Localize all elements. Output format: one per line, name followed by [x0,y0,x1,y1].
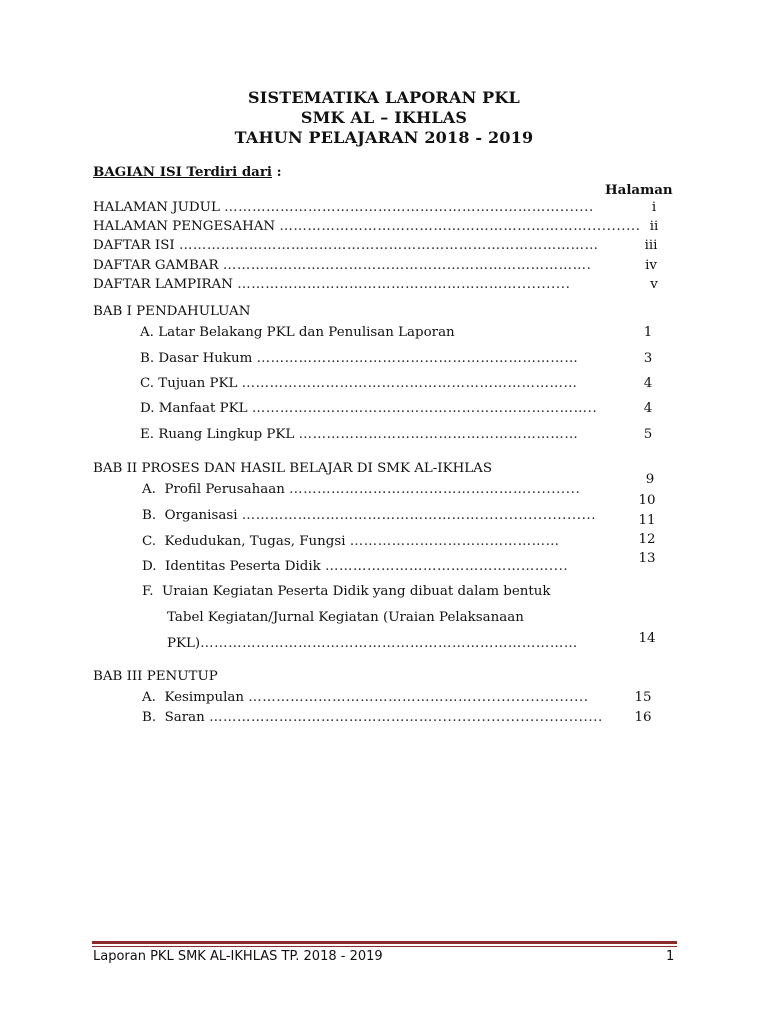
toc-entry-dots: ……………………………………………………………………… [200,636,578,651]
toc-entry-label: Kedudukan, Tugas, Fungsi [164,534,346,549]
toc-entry-page: 10 [638,493,656,508]
section-heading-label: BAGIAN ISI Terdiri dari [93,164,272,180]
toc-entry-bab2-f-cont-1: Tabel Kegiatan/Jurnal Kegiatan (Uraian Pelaksanaan [167,610,524,625]
toc-entry-letter: B. [142,710,157,725]
toc-entry-page: iv [645,258,657,273]
toc-entry-page: i [651,200,657,215]
footer-page-number: 1 [666,949,675,964]
toc-entry-bab2-d [142,559,568,574]
toc-entry-page: 15 [634,690,652,705]
doc-title-line-2: SMK AL – IKHLAS [300,108,468,127]
footer-rule-thick [92,941,677,944]
toc-entry-label: Saran [164,710,205,725]
toc-entry-bab2-c [142,534,560,549]
toc-entry-daftar-lampiran [93,277,570,292]
toc-entry-dots: …………………………………………………………… [256,351,579,366]
toc-entry-dots: ……………………………………… [349,534,560,549]
toc-entry-letter: A. [142,482,156,497]
toc-entry-label: DAFTAR GAMBAR [93,258,219,273]
toc-entry-bab1-c [140,376,577,391]
toc-entry-bab2-f [142,584,551,599]
toc-entry-bab1-b [140,351,578,366]
toc-entry-page: 1 [643,325,653,340]
toc-entry-letter: E. [140,427,155,442]
toc-entry-letter: D. [140,401,155,416]
doc-title-line-3: TAHUN PELAJARAN 2018 - 2019 [234,128,534,147]
toc-entry-dots: ……………………………………………........................ [241,508,597,523]
toc-entry-page: v [650,277,658,292]
toc-entry-label: Ruang Lingkup PKL [158,427,295,442]
toc-entry-dots: ……………………………………………………........... [237,277,571,292]
toc-entry-daftar-isi [93,238,599,253]
toc-entry-halaman-pengesahan [93,219,641,234]
toc-entry-label: DAFTAR LAMPIRAN [93,277,233,292]
toc-entry-bab2-f-cont-2 [167,636,578,651]
toc-entry-letter: B. [142,508,157,523]
toc-entry-page: 14 [638,631,656,646]
toc-entry-label: Dasar Hukum [158,351,253,366]
toc-entry-dots: ……………………………………………………………………. [222,258,592,273]
toc-entry-label: Tujuan PKL [158,376,238,391]
toc-entry-dots: …………………………………………........................ [248,690,589,705]
toc-entry-letter: D. [142,559,157,574]
toc-entry-letter: C. [140,376,155,391]
toc-entry-page: 13 [638,551,656,566]
toc-entry-label: Uraian Kegiatan Peserta Didik yang dibuat dalam bentuk [161,584,551,599]
toc-entry-label: Latar Belakang PKL dan Penulisan Laporan [158,325,455,340]
toc-entry-page: 11 [638,513,656,528]
footer-text: Laporan PKL SMK AL-IKHLAS TP. 2018 - 2019 [93,949,383,964]
toc-entry-label: HALAMAN JUDUL [93,200,220,215]
toc-entry-label: Manfaat PKL [158,401,248,416]
doc-title-line-1: SISTEMATIKA LAPORAN PKL [248,88,520,107]
toc-entry-dots: ………………………………………….... [325,559,569,574]
toc-entry-page: 4 [643,401,653,416]
toc-entry-page: 5 [643,427,653,442]
toc-entry-dots: …………………………………………………… [298,427,579,442]
toc-entry-bab2-b [142,508,596,523]
toc-entry-halaman-judul [93,200,594,215]
page-column-label: Halaman [605,182,673,198]
toc-entry-dots: …………………………………………................................... [209,710,603,725]
toc-entry-daftar-gambar [93,258,591,273]
toc-entry-label: Identitas Peserta Didik [165,559,321,574]
chapter-title-bab-2: BAB II PROSES DAN HASIL BELAJAR DI SMK AL-IKHLAS [93,461,493,476]
toc-entry-dots: ………………………………………………………………....... [224,200,594,215]
toc-entry-bab2-a [142,482,580,497]
toc-entry-dots: ……………………………………………………………… [241,376,578,391]
footer-rule-thin [92,946,677,947]
toc-entry-bab3-b [142,710,603,725]
toc-entry-bab1-a [140,325,455,340]
toc-entry-letter: B. [140,351,155,366]
toc-entry-dots: …………………………………………………………........... [279,219,641,234]
toc-entry-label: Profil Perusahaan [164,482,285,497]
toc-entry-dots: ……………………………………………........... [289,482,581,497]
toc-entry-label: DAFTAR ISI [93,238,175,253]
toc-entry-label: Kesimpulan [164,690,244,705]
toc-entry-page: iii [644,238,658,253]
toc-entry-letter: A. [140,325,154,340]
toc-entry-page: 12 [638,532,656,547]
toc-entry-dots: ……………………………………………………………….. [251,401,598,416]
toc-entry-page: 16 [634,710,652,725]
toc-entry-label: Organisasi [164,508,238,523]
section-heading-suffix: : [272,164,282,180]
section-heading [93,164,282,180]
toc-entry-bab1-d [140,401,597,416]
toc-entry-page: ii [649,219,659,234]
toc-entry-bab3-a [142,690,589,705]
toc-entry-label: PKL) [167,636,201,651]
toc-entry-page: 3 [643,351,653,366]
toc-entry-dots: ……………………………………………………………………………… [178,238,599,253]
toc-entry-letter: C. [142,534,157,549]
chapter-title-bab-1: BAB I PENDAHULUAN [93,304,251,319]
toc-entry-label: HALAMAN PENGESAHAN [93,219,276,234]
toc-entry-letter: F. [142,584,154,599]
toc-entry-page: 4 [643,376,653,391]
toc-entry-letter: A. [142,690,156,705]
toc-entry-page: 9 [645,472,655,487]
toc-entry-bab1-e [140,427,578,442]
chapter-title-bab-3: BAB III PENUTUP [93,669,218,684]
